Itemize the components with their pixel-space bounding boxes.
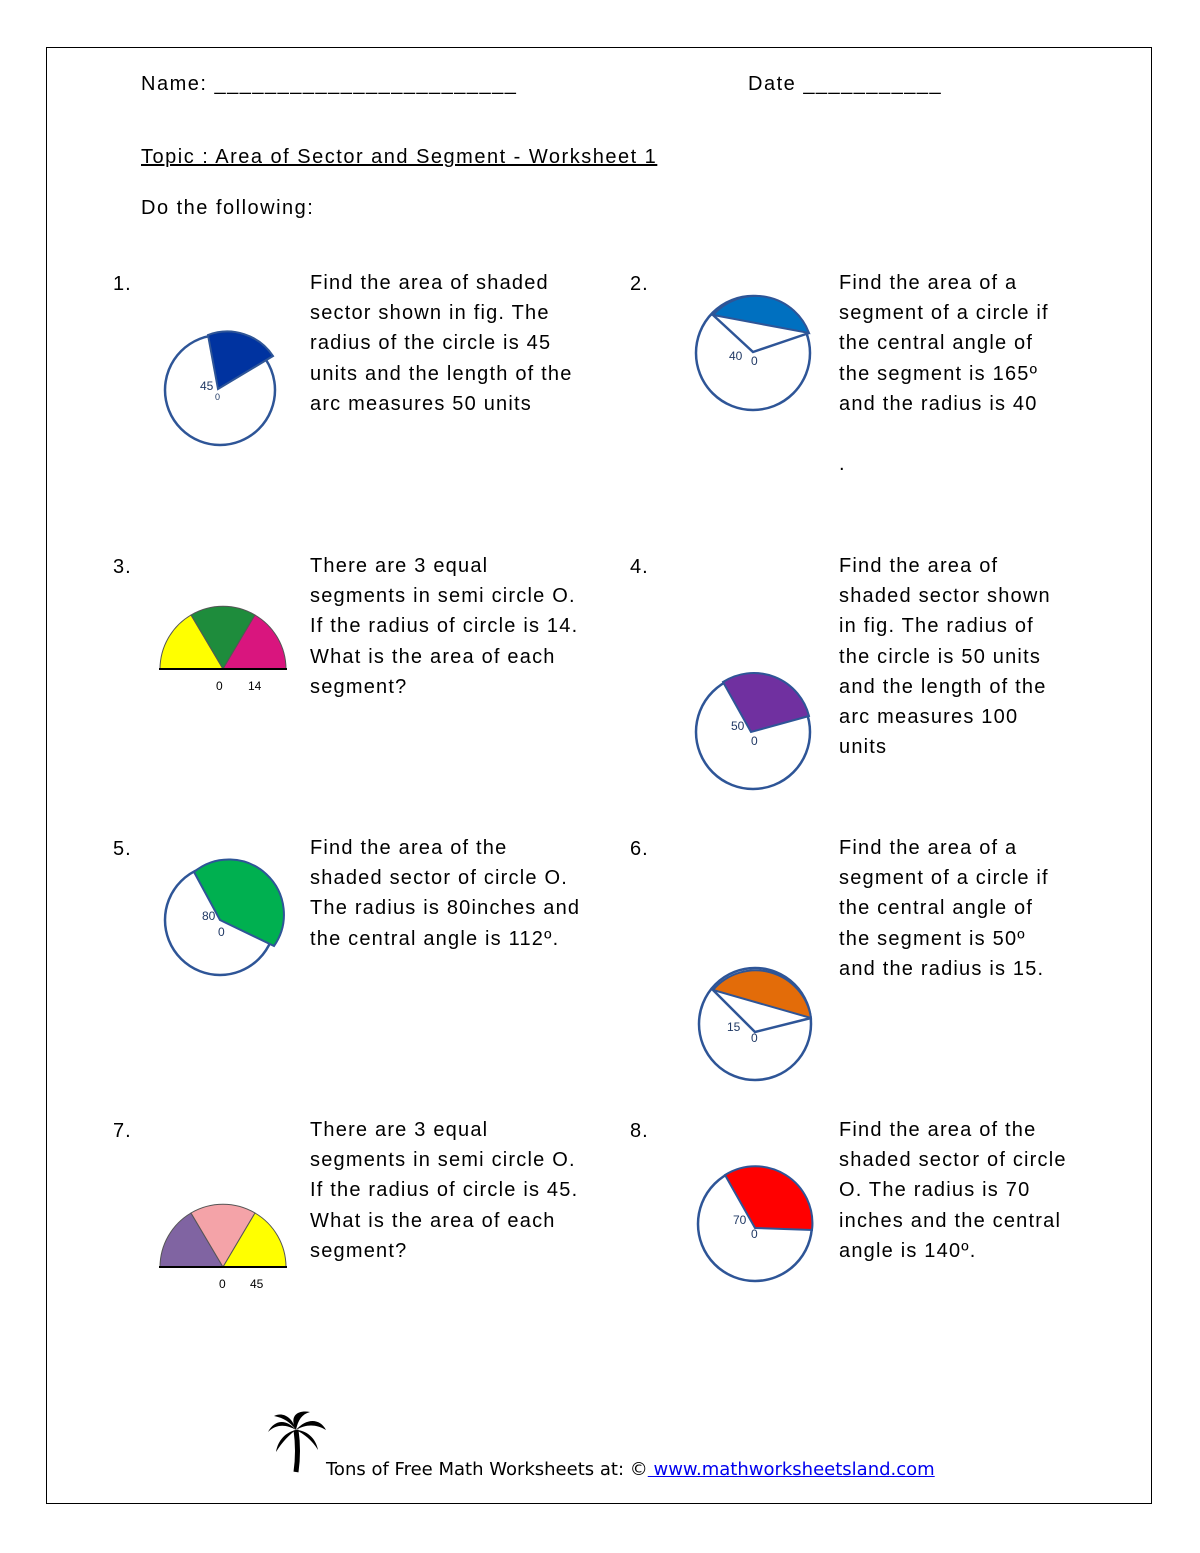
center-label: 0 bbox=[215, 392, 221, 402]
radius-label: 45 bbox=[200, 379, 214, 393]
question-4-figure bbox=[693, 670, 823, 795]
question-6-figure bbox=[693, 968, 823, 1088]
question-8-text: Find the area of the shaded sector of circle O. The radius is 70 inches and the central angle is 140º. bbox=[839, 1119, 1067, 1262]
date-blank: ___________ bbox=[803, 73, 943, 95]
radius-label: 70 bbox=[733, 1213, 747, 1227]
center-label: 0 bbox=[751, 1031, 758, 1045]
question-5-number: 5. bbox=[113, 838, 132, 860]
name-line bbox=[141, 73, 517, 96]
footer bbox=[326, 1459, 935, 1480]
question-1-text: Find the area of shaded sector shown in fig. The radius of the circle is 45 units and the length of the arc measures 50 units bbox=[310, 272, 573, 415]
radius-label: 15 bbox=[727, 1020, 741, 1034]
question-1-number: 1. bbox=[113, 273, 132, 295]
question-7-text: There are 3 equal segments in semi circle O. If the radius of circle is 45. What is the area of each segment? bbox=[310, 1119, 579, 1262]
center-label: 0 bbox=[216, 679, 223, 693]
date-label: Date bbox=[748, 73, 797, 95]
instruction-text: Do the following: bbox=[141, 197, 315, 219]
question-6-number: 6. bbox=[630, 838, 649, 860]
question-7-figure bbox=[155, 1203, 295, 1293]
center-label: 0 bbox=[751, 734, 758, 748]
footer-link[interactable]: www.mathworksheetsland.com bbox=[647, 1459, 935, 1480]
question-2-figure bbox=[693, 290, 823, 415]
question-3-figure bbox=[155, 605, 295, 695]
palm-tree-icon bbox=[266, 1410, 328, 1476]
radius-label: 80 bbox=[202, 909, 216, 923]
radius-label: 14 bbox=[248, 679, 262, 693]
question-7-number: 7. bbox=[113, 1120, 132, 1142]
center-label: 0 bbox=[218, 925, 225, 939]
date-line bbox=[748, 73, 942, 96]
question-5-text: Find the area of the shaded sector of circle O. The radius is 80inches and the central angle is 112º. bbox=[310, 837, 581, 950]
question-3-number: 3. bbox=[113, 556, 132, 578]
radius-label: 50 bbox=[731, 719, 745, 733]
question-6-text: Find the area of a segment of a circle if the central angle of the segment is 50º and the radius is 15. bbox=[839, 837, 1049, 980]
center-label: 0 bbox=[751, 1227, 758, 1241]
footer-text: Tons of Free Math Worksheets at: © bbox=[326, 1459, 648, 1480]
center-label: 0 bbox=[219, 1277, 226, 1291]
radius-label: 45 bbox=[250, 1277, 264, 1291]
question-2-text: Find the area of a segment of a circle if the central angle of the segment is 165º and the radius is 40 . bbox=[839, 272, 1049, 476]
question-2-number: 2. bbox=[630, 273, 649, 295]
worksheet-title: Topic : Area of Sector and Segment - Worksheet 1 bbox=[141, 146, 658, 168]
question-1-figure bbox=[160, 330, 290, 450]
question-4-number: 4. bbox=[630, 556, 649, 578]
radius-label: 40 bbox=[729, 349, 743, 363]
name-label: Name: bbox=[141, 73, 208, 95]
name-blank: ________________________ bbox=[214, 73, 518, 95]
question-8-figure bbox=[693, 1162, 823, 1287]
question-4-text: Find the area of shaded sector shown in fig. The radius of the circle is 50 units and the length of the arc measures 100 units bbox=[839, 555, 1051, 759]
question-8-number: 8. bbox=[630, 1120, 649, 1142]
question-5-figure bbox=[160, 860, 290, 985]
question-3-text: There are 3 equal segments in semi circle O. If the radius of circle is 14. What is the area of each segment? bbox=[310, 555, 579, 698]
center-label: 0 bbox=[751, 354, 758, 368]
